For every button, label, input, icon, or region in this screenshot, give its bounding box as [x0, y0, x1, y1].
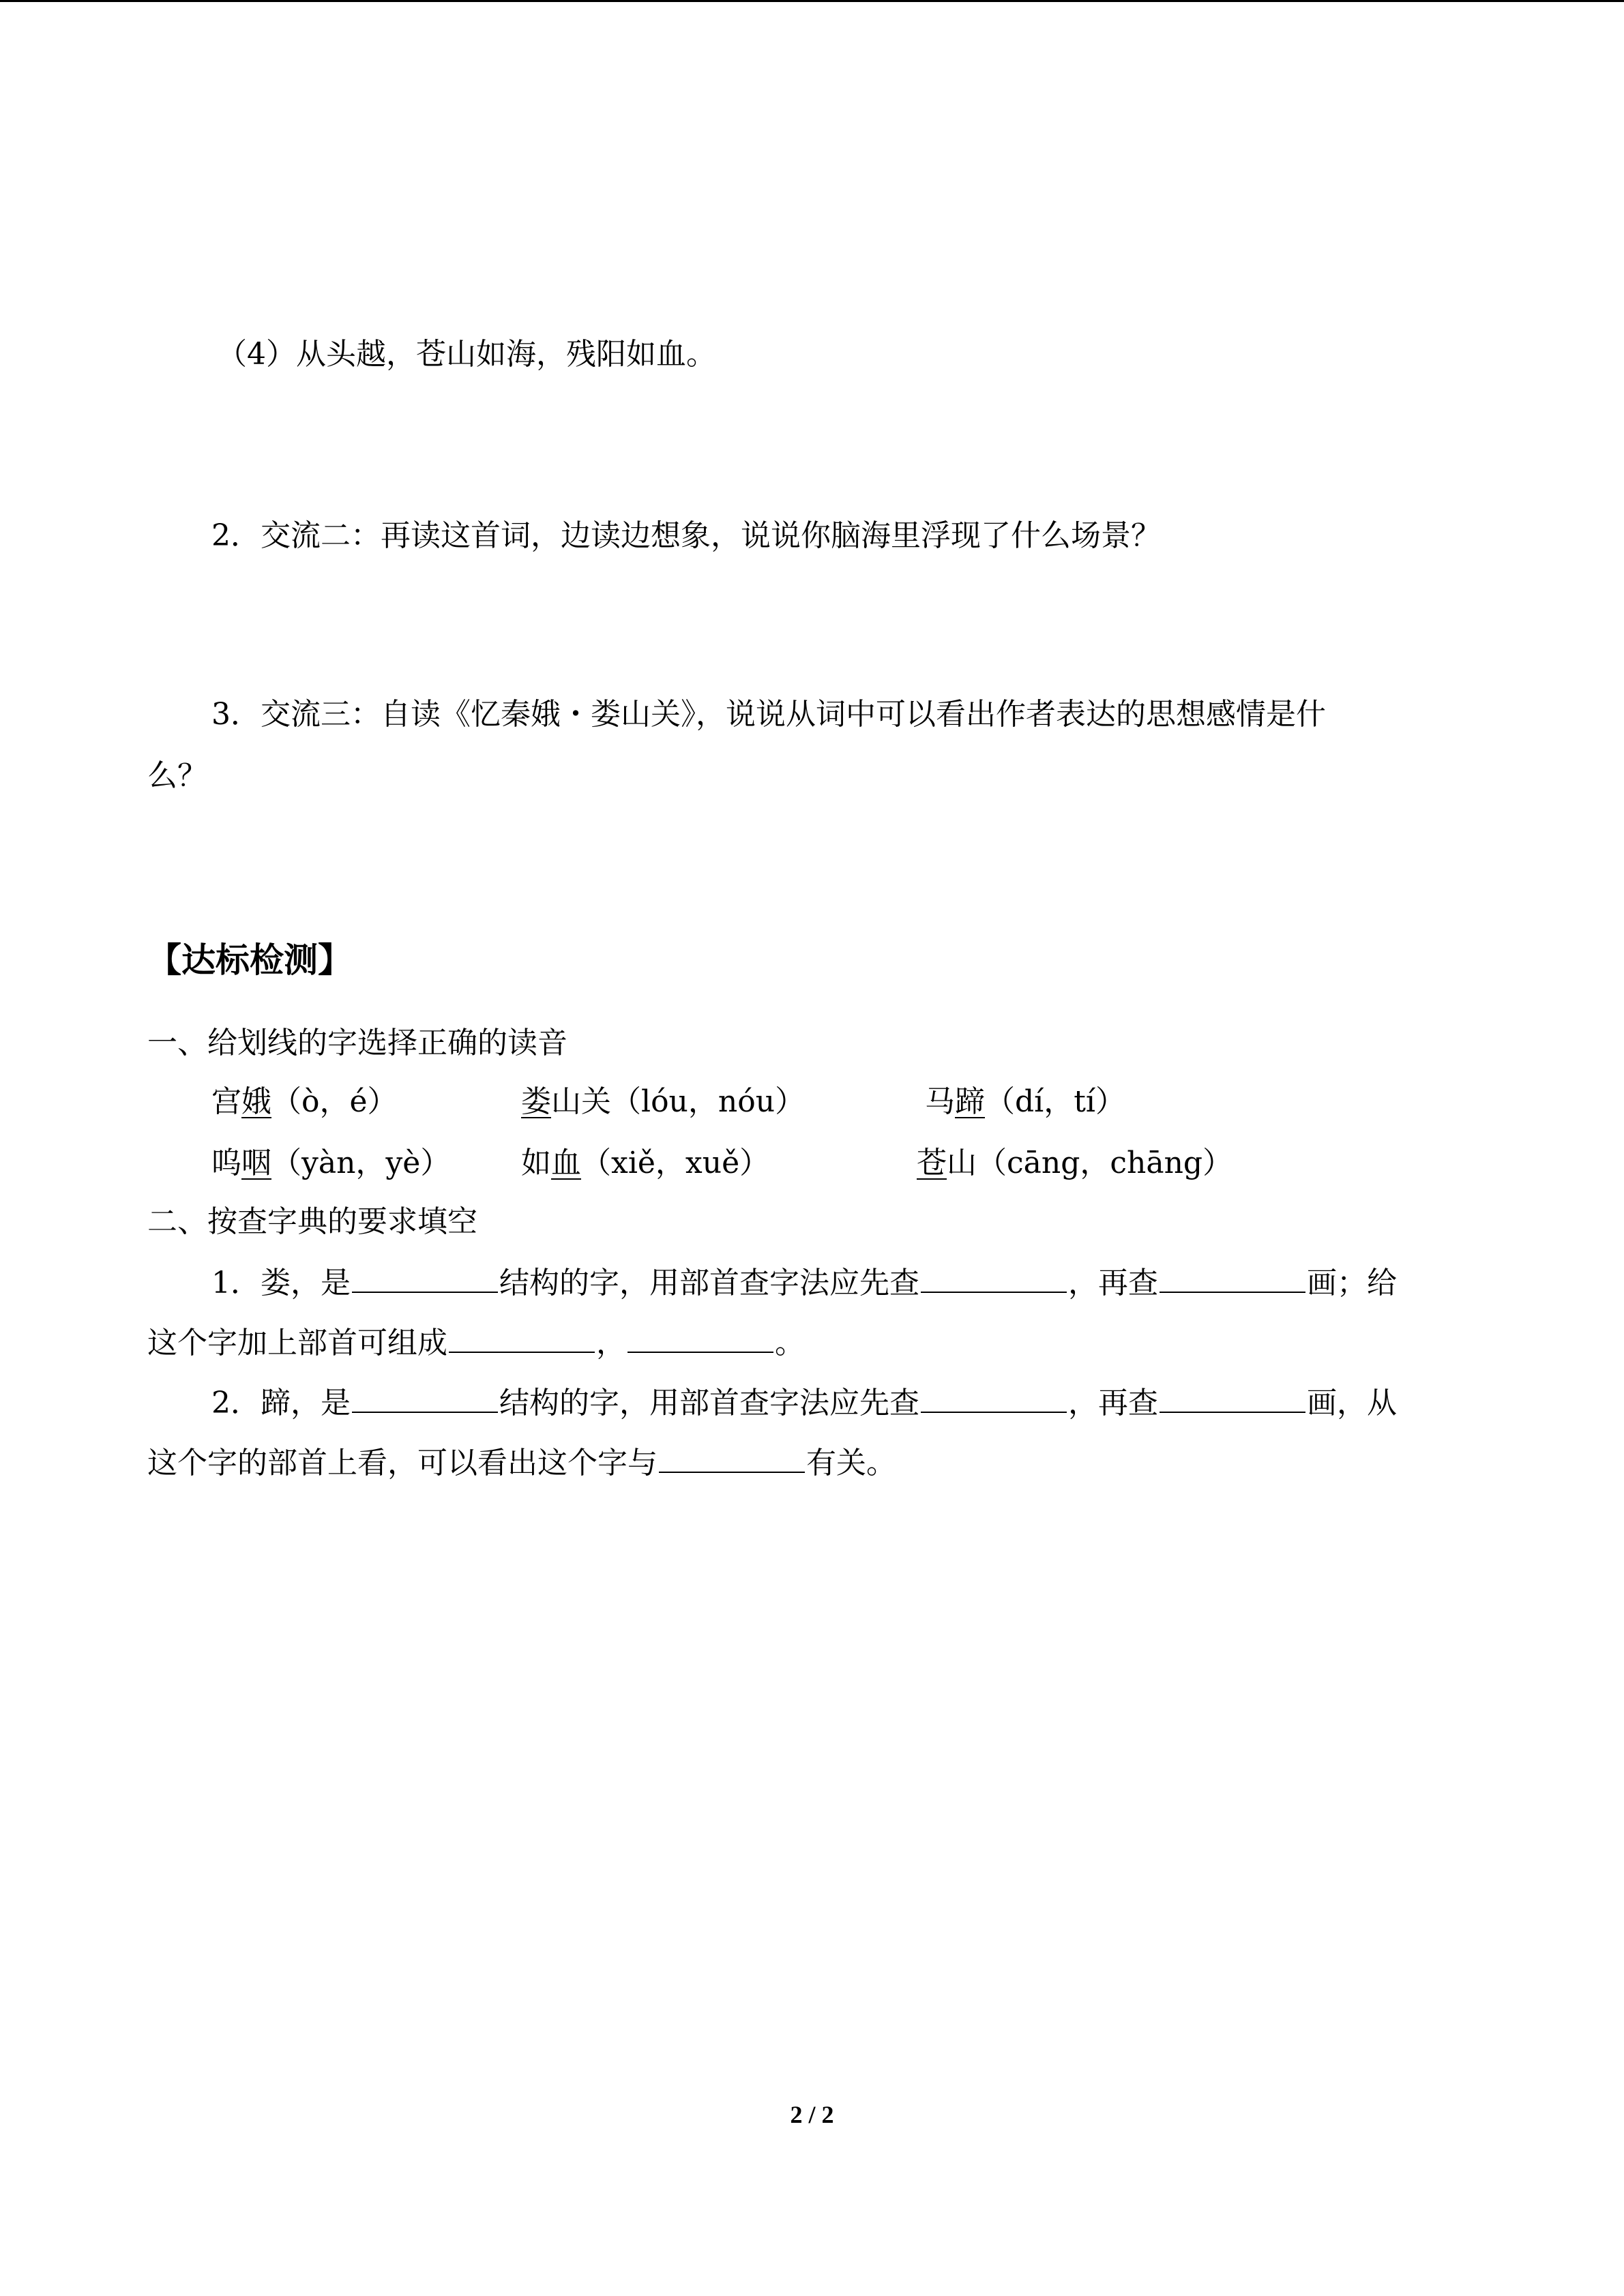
part2-title: 二、按查字典的要求填空: [147, 1204, 477, 1239]
exchange-question-3-line1: 3．交流三：自读《忆秦娥・娄山关》，说说从词中可以看出作者表达的思想感情是什: [211, 697, 1326, 732]
dictionary-question-1-line1: 1．娄，是 结构的字，用部首查字法应先查 ，再查 画；给: [211, 1262, 1397, 1304]
answer-blank[interactable]: [1160, 1262, 1305, 1293]
dictionary-question-1-line2: 这个字加上部首可组成 ， 。: [147, 1322, 805, 1364]
pinyin-item: 娄山关（lóu，nóu）: [521, 1084, 806, 1119]
answer-blank[interactable]: [352, 1382, 498, 1413]
exchange-question-2: 2．交流二：再读这首词，边读边想象，说说你脑海里浮现了什么场景？: [211, 518, 1161, 553]
answer-blank[interactable]: [1160, 1382, 1305, 1413]
section-heading: 【达标检测】: [147, 940, 352, 980]
top-border: [0, 0, 1624, 2]
part1-title: 一、给划线的字选择正确的读音: [147, 1026, 567, 1060]
pinyin-item: 如血（xiě，xuě）: [521, 1146, 770, 1180]
answer-blank[interactable]: [659, 1442, 805, 1473]
answer-blank[interactable]: [921, 1262, 1067, 1293]
dictionary-question-2-line1: 2．蹄，是 结构的字，用部首查字法应先查 ，再查 画，从: [211, 1382, 1397, 1424]
answer-blank[interactable]: [352, 1262, 498, 1293]
answer-blank[interactable]: [921, 1382, 1067, 1413]
pinyin-item: 苍山（cāng，chāng）: [917, 1146, 1233, 1180]
answer-blank[interactable]: [449, 1322, 595, 1353]
pinyin-item: 呜咽（yàn，yè）: [211, 1146, 451, 1180]
page-number: 2 / 2: [790, 2101, 834, 2128]
answer-blank[interactable]: [628, 1322, 773, 1353]
pinyin-item: 马蹄（dí，tí）: [925, 1084, 1125, 1119]
exchange-item-4: （4）从头越，苍山如海，残阳如血。: [217, 337, 716, 372]
dictionary-question-2-line2: 这个字的部首上看，可以看出这个字与 有关。: [147, 1442, 896, 1484]
exchange-question-3-line2: 么？: [147, 758, 207, 793]
pinyin-item: 宫娥（ò，é）: [211, 1084, 398, 1119]
